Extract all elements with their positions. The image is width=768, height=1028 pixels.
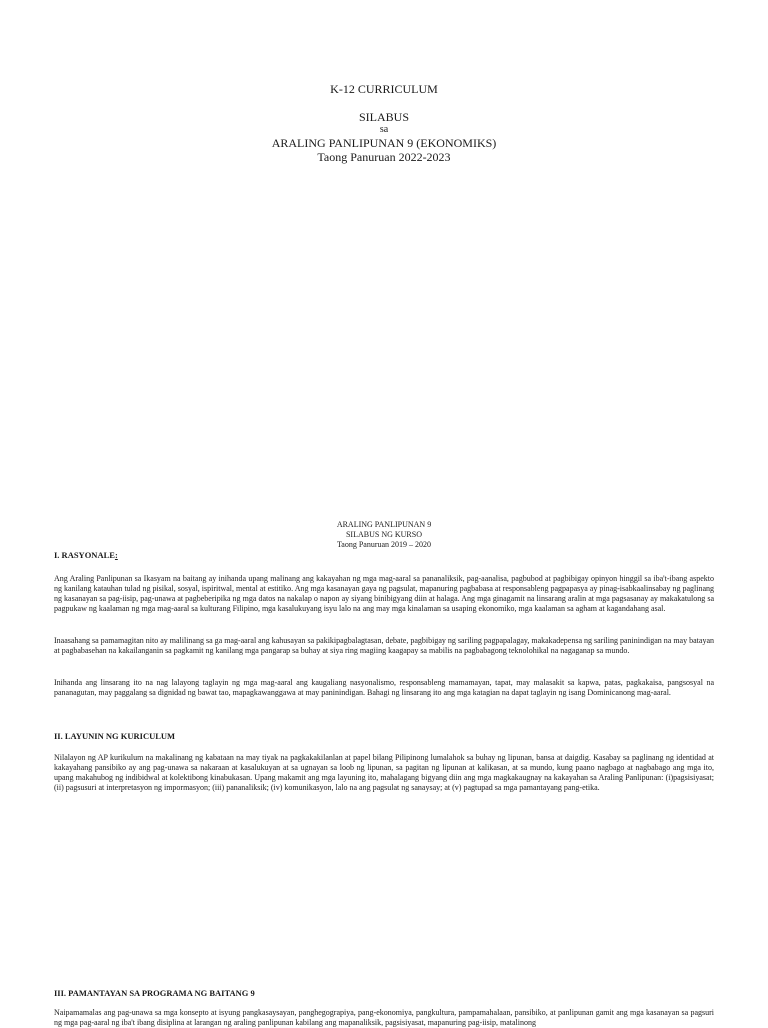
section-rasyonale-title-colon: : <box>114 550 118 560</box>
syllabus-header <box>0 520 768 550</box>
syllabus-subject: ARALING PANLIPUNAN 9 <box>336 520 432 529</box>
section-rasyonale-title <box>54 550 118 560</box>
cover-block <box>0 82 768 164</box>
layunin-paragraph-1: Nilalayon ng AP kurikulum na makalinang ng kabataan na may tiyak na pagkakakilanlan at papel bilang Pilipinong lumalahok sa buhay ng lipunan, bansa at daigdig. Kasabay sa paglinang ng identidad at kakayahang pansibiko ay ang pag-unawa sa nakaraan at kasalukuyan at sa ugnayan sa loob ng lipunan, sa pagitan ng lipunan at kalikasan, at sa mundo, kung paano nagbago at nagbabago ang mga ito, upang makahubog ng indibidwal at kolektibong kinabukasan. Upang makamit ang mga layuning ito, mahalagang bigyang diin ang mga magkakaugnay na kakayahan sa Araling Panlipunan: (i)pagsisiyasat; (ii) pagsusuri at interpretasyon ng impormasyon; (iii) pananaliksik; (iv) komunikasyon, lalo na ang pagsulat ng sanaysay; at (v) pagtupad sa mga pamantayang pang-etika. <box>54 753 714 792</box>
section-pamantayan-title: III. PAMANTAYAN SA PROGRAMA NG BAITANG 9 <box>54 988 255 998</box>
cover-subject-title: ARALING PANLIPUNAN 9 (EKONOMIKS) <box>271 136 497 150</box>
section-layunin-title: II. LAYUNIN NG KURICULUM <box>54 731 176 741</box>
cover-spacer <box>0 96 768 110</box>
cover-school-year: Taong Panuruan 2022-2023 <box>317 150 451 164</box>
section-rasyonale-body-3 <box>54 678 714 698</box>
cover-silabus-title: SILABUS <box>358 110 409 124</box>
section-rasyonale-body-2 <box>54 636 714 656</box>
syllabus-course-label: SILABUS NG KURSO <box>345 530 422 539</box>
section-layunin-body <box>54 753 714 793</box>
cover-curriculum-title: K-12 CURRICULUM <box>330 82 438 96</box>
section-rasyonale-body <box>54 574 714 614</box>
rasyonale-paragraph-1: Ang Araling Panlipunan sa Ikasyam na baitang ay inihanda upang malinang ang kakayahan ng mga mag-aaral sa pananaliksik, pag-aanalisa, pagbubod at pagbibigay opinyon hinggil sa iba't-ibang aspekto ng kanilang katauhan tulad ng pisikal, sosyal, ispiritwal, mental at estitiko. Ang mga kasanayan gaya ng pagsulat, mapanuring pagbabasa at responsableng pagpapasya ay pinag-isabkaalinsabay ng paglinang ng kasanayan sa pag-iisip, pag-unawa at pagbeberipika ng mga datos na nakalap o napon ay siyang binibigyang diin at halaga. Ang mga ginagamit na linsarang aralin at mga pagsasanay ay makakatulong sa pagpukaw ng kaalaman ng mga mag-aaral sa kulturang Filipino, mga kasalukuyang isyu lalo na ang may mga kinalaman sa usaping ekonomiko, mga kaalaman sa agham at kagandahang asal. <box>54 574 714 613</box>
rasyonale-paragraph-3: Inihanda ang linsarang ito na nag lalayong taglayin ng mga mag-aaral ang kaugaliang nasyonalismo, responsableng mamamayan, tapat, may malasakit sa kapwa, patas, pagkakaisa, pangsosyal na pananagutan, may paggalang sa dignidad ng bawat tao, mapagkawanggawa at may paninindigan. Bahagi ng linsarang ito ang mga katagian na dapat taglayin ng isang Dominicanong mag-aaral. <box>54 678 714 697</box>
section-rasyonale-title-text: I. RASYONALE <box>54 550 115 560</box>
rasyonale-paragraph-2: Inaasahang sa pamamagitan nito ay malilinang sa ga mag-aaral ang kahusayan sa pakikipagbalagtasan, debate, pagbibigay ng sariling pagpapalagay, makakadepensa ng sariling paninindigan na may batayan at pagbabasehan na kakailanganin sa pagkamit ng kanilang mga pangarap sa buhay at siya ring magiing kaagapay sa mabilis na pagbabagong teknolohikal na nagaganap sa mundo. <box>54 636 714 655</box>
section-pamantayan-body <box>54 1008 714 1028</box>
syllabus-school-year: Taong Panuruan 2019 – 2020 <box>336 540 432 549</box>
pamantayan-paragraph-1: Naipamamalas ang pag-unawa sa mga konsepto at isyung pangkasaysayan, panghegograpiya, pang-ekonomiya, pangkultura, pampamahalaan, pansibiko, at panlipunan gamit ang mga kasanayan sa pagsuri ng mga pag-aaral ng iba't ibang disiplina at larangan ng araling panlipunan kabilang ang mapanaliksik, pagsisiyasat, mapanuring pag-iisip, matalinong <box>54 1008 714 1027</box>
cover-sa-label: sa <box>379 124 389 135</box>
